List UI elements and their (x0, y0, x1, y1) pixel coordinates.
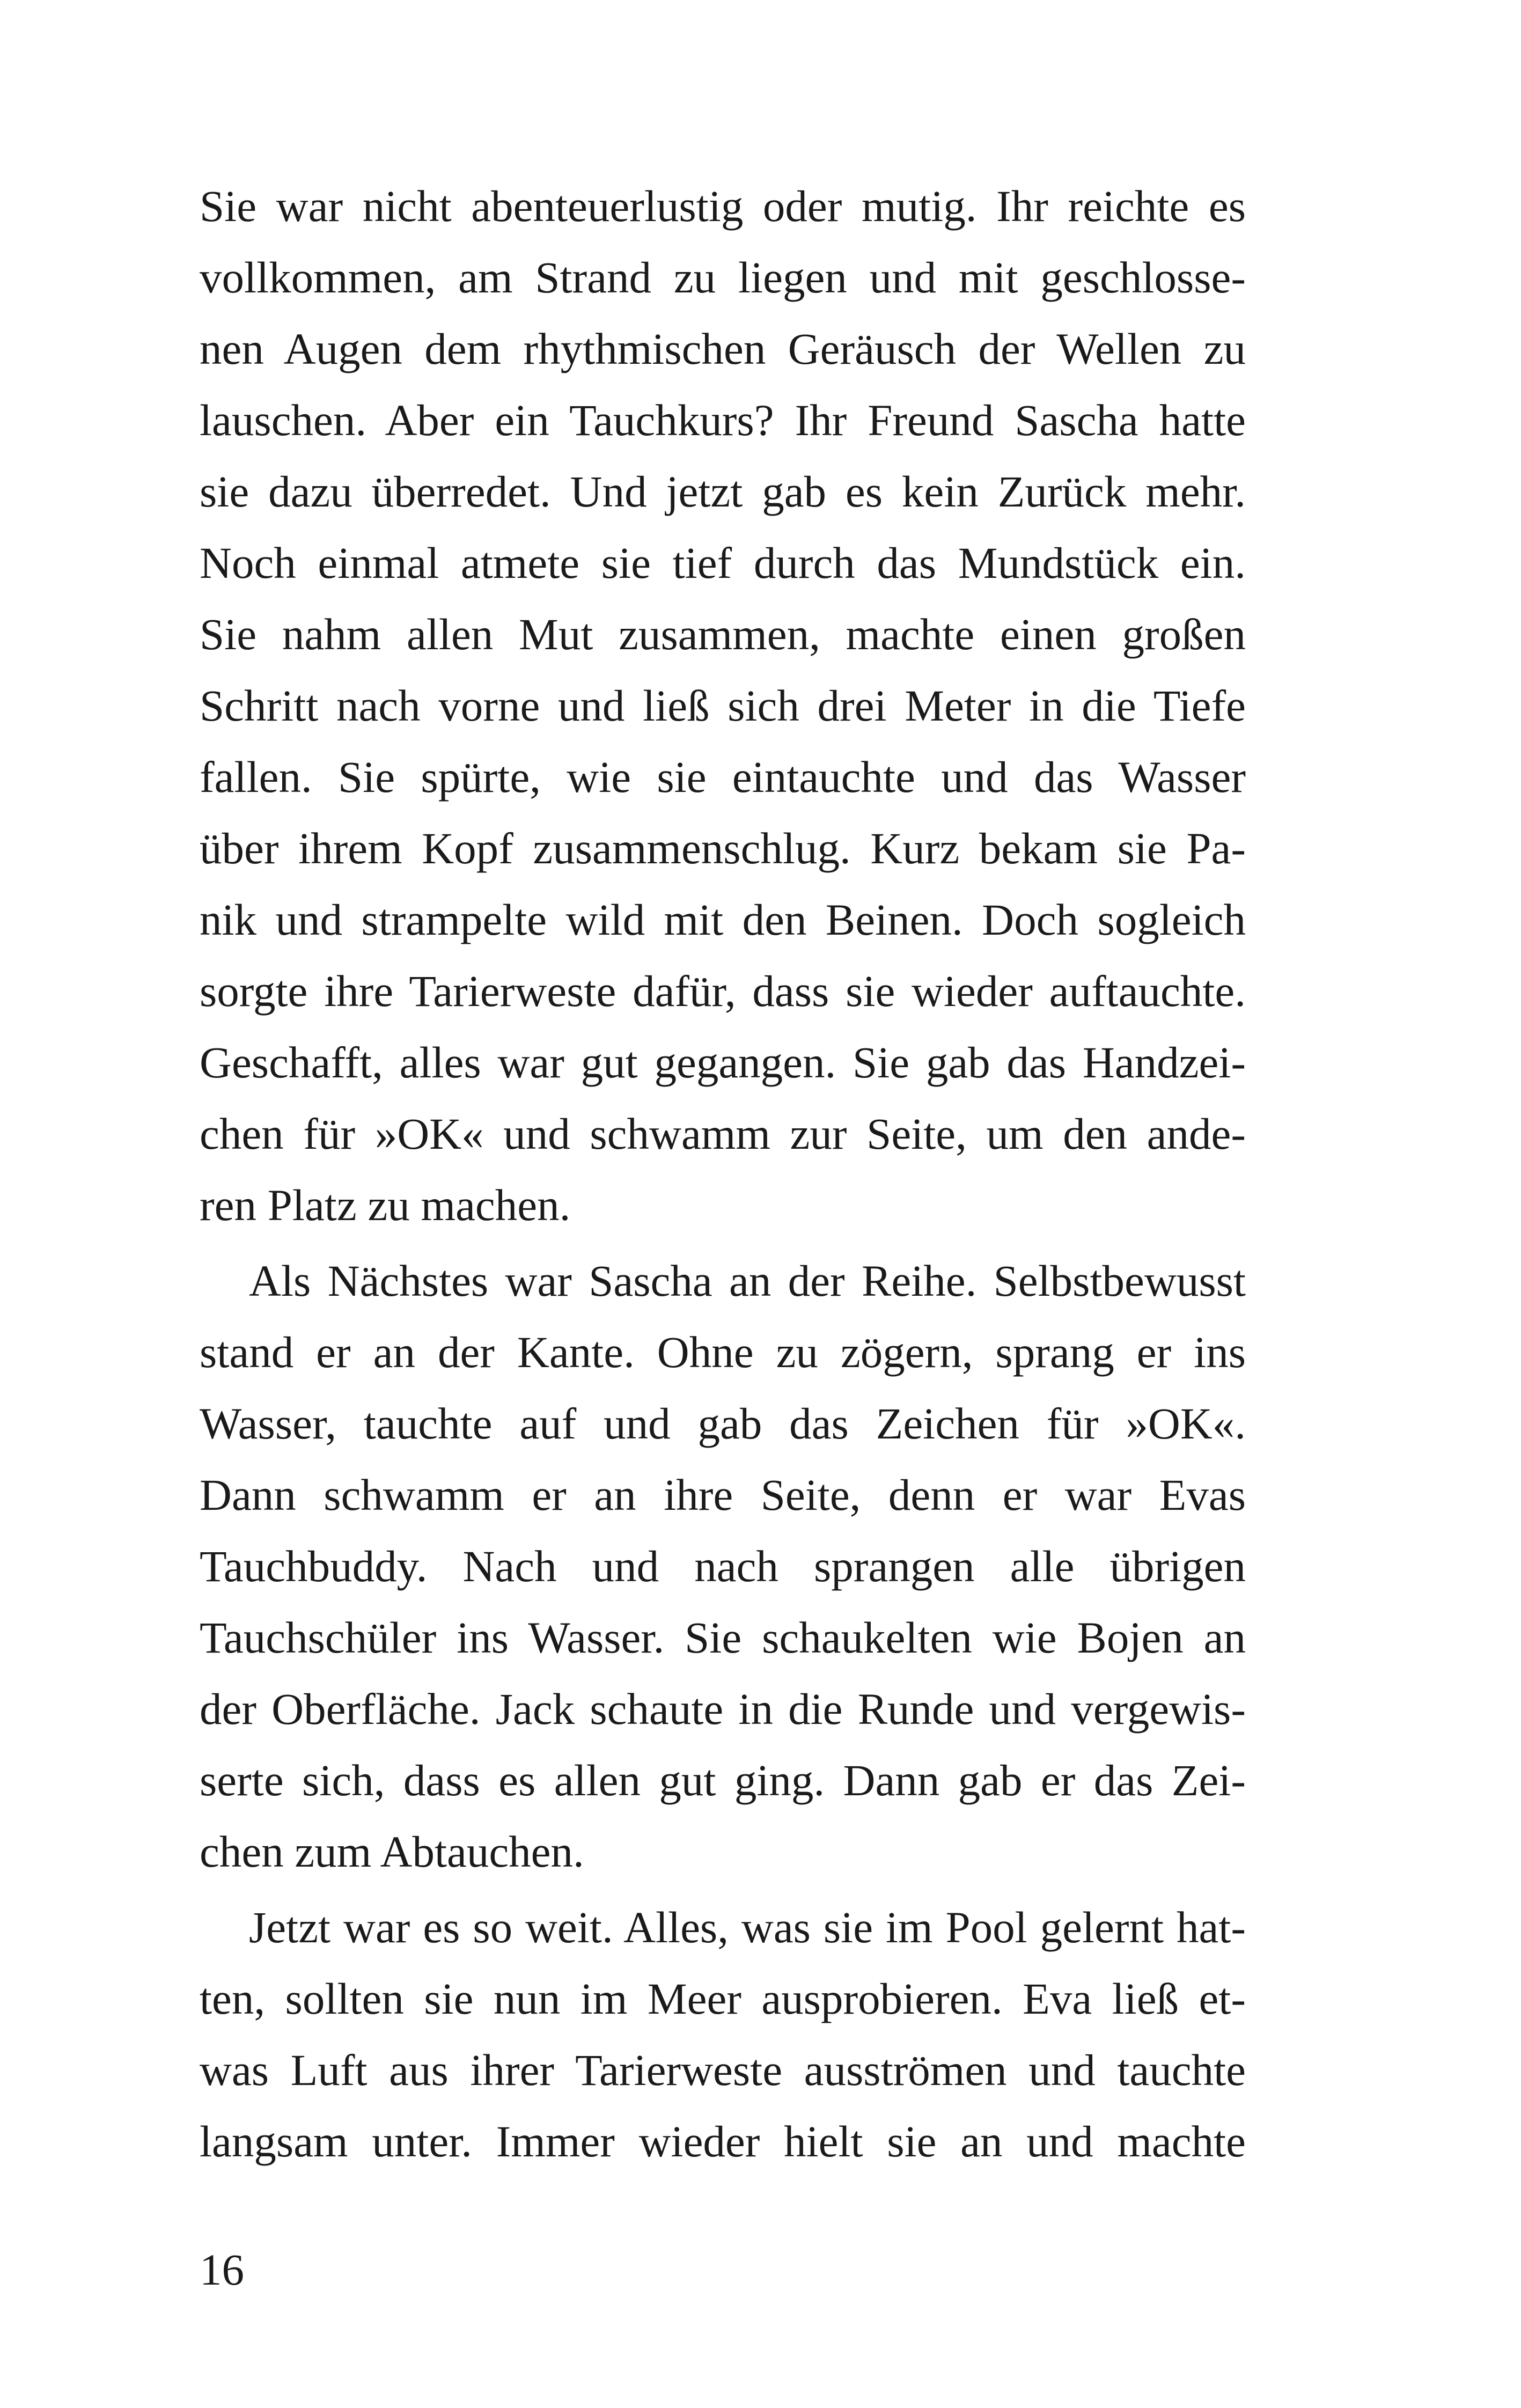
text-line: Tauchschüler ins Wasser. Sie schaukelten wie Bojen an (200, 1613, 1246, 1662)
paragraph-2 (200, 1245, 1246, 1888)
text-line: der Oberfläche. Jack schaute in die Runde und vergewis- (200, 1684, 1246, 1734)
text-line: Schritt nach vorne und ließ sich drei Meter in die Tiefe (200, 681, 1246, 730)
text-line: Tauchbuddy. Nach und nach sprangen alle übrigen (200, 1541, 1246, 1591)
text-line: Sie nahm allen Mut zusammen, machte einen großen (200, 610, 1246, 659)
text-line: was Luft aus ihrer Tarierweste ausströmen und tauchte (200, 2045, 1246, 2095)
text-line: Noch einmal atmete sie tief durch das Mundstück ein. (200, 538, 1246, 588)
text-line: vollkommen, am Strand zu liegen und mit geschlosse- (200, 253, 1246, 302)
text-line: über ihrem Kopf zusammenschlug. Kurz bekam sie Pa- (200, 824, 1246, 873)
text-line: ren Platz zu machen. (200, 1180, 571, 1230)
text-line: chen zum Abtauchen. (200, 1827, 584, 1876)
page-number: 16 (200, 2245, 244, 2294)
paragraph-gap (200, 1241, 1246, 1245)
text-line: langsam unter. Immer wieder hielt sie an und machte (200, 2117, 1246, 2166)
text-line: nen Augen dem rhythmischen Geräusch der Wellen zu (200, 324, 1246, 373)
text-line: ten, sollten sie nun im Meer ausprobieren. Eva ließ et- (200, 1974, 1246, 2023)
paragraph-gap (200, 1888, 1246, 1892)
text-line: serte sich, dass es allen gut ging. Dann gab er das Zei- (200, 1756, 1246, 1805)
paragraph-1 (200, 171, 1246, 1241)
text-line: stand er an der Kante. Ohne zu zögern, sprang er ins (200, 1327, 1246, 1377)
text-line: sie dazu überredet. Und jetzt gab es kein Zurück mehr. (200, 467, 1246, 516)
text-line: fallen. Sie spürte, wie sie eintauchte und das Wasser (200, 752, 1246, 802)
text-line: Jetzt war es so weit. Alles, was sie im Pool gelernt hat- (249, 1903, 1246, 1952)
paragraph-3 (200, 1892, 1246, 2177)
text-line: Als Nächstes war Sascha an der Reihe. Selbstbewusst (249, 1256, 1246, 1305)
text-line: Dann schwamm er an ihre Seite, denn er war Evas (200, 1470, 1246, 1519)
text-line: nik und strampelte wild mit den Beinen. Doch sogleich (200, 895, 1246, 944)
text-line: lauschen. Aber ein Tauchkurs? Ihr Freund Sascha hatte (200, 395, 1246, 445)
text-line: Geschafft, alles war gut gegangen. Sie gab das Handzei- (200, 1038, 1246, 1087)
body-text (200, 171, 1246, 2177)
text-line: Sie war nicht abenteuerlustig oder mutig. Ihr reichte es (200, 181, 1246, 231)
text-line: chen für »OK« und schwamm zur Seite, um den ande- (200, 1109, 1246, 1158)
text-line: Wasser, tauchte auf und gab das Zeichen für »OK«. (200, 1399, 1246, 1448)
text-line: sorgte ihre Tarierweste dafür, dass sie wieder auftauchte. (200, 966, 1246, 1016)
